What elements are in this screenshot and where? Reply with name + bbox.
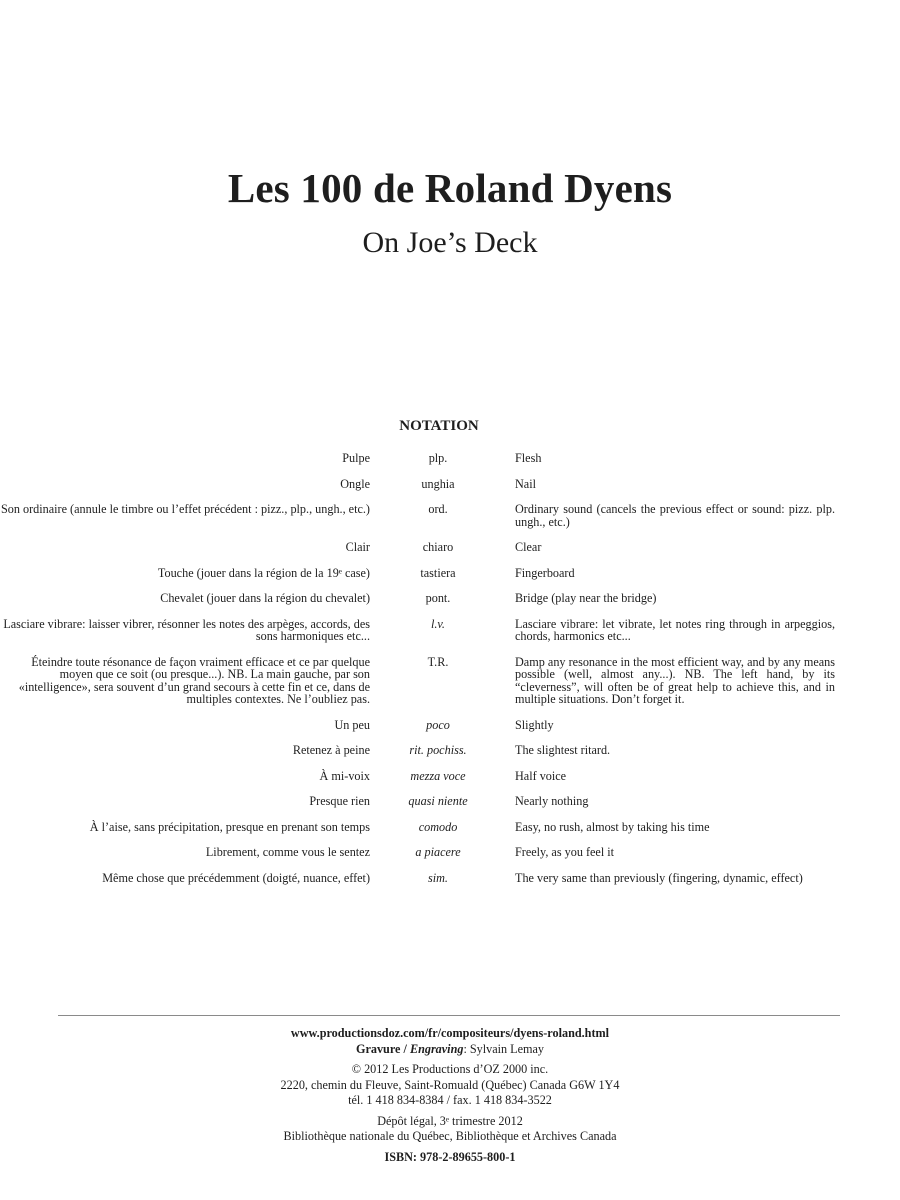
notation-french: Chevalet (jouer dans la région du chevalet) — [160, 591, 370, 605]
notation-english: Ordinary sound (cancels the previous effect or sound: pizz. plp. ungh., etc.) — [515, 502, 835, 529]
footer-depot: Dépôt légal, 3ᵉ trimestre 2012 — [377, 1113, 523, 1128]
notation-row — [0, 478, 900, 491]
notation-row — [0, 592, 900, 605]
footer-url: www.productionsdoz.com/fr/compositeurs/dyens-roland.html — [290, 1026, 610, 1040]
notation-english: Slightly — [515, 717, 554, 732]
notation-english: Damp any resonance in the most efficient way, and by any means possible (well, almost any...). NB. The left hand, by its “cleverness”, will often be of great help to achieve this, and in multiple situations. Don’t forget it. — [515, 654, 835, 706]
notation-abbreviation: pont. — [425, 591, 451, 605]
footer-phone: tél. 1 418 834-8384 / fax. 1 418 834-3522 — [348, 1093, 552, 1107]
notation-french: Librement, comme vous le sentez — [205, 845, 370, 859]
notation-row — [0, 618, 900, 643]
notation-row — [0, 567, 900, 580]
notation-french: Lasciare vibrare: laisser vibrer, résonner les notes des arpèges, accords, des sons harmoniques etc... — [3, 616, 370, 643]
notation-french: À mi-voix — [319, 768, 370, 783]
footer-isbn: ISBN: 978-2-89655-800-1 — [384, 1149, 516, 1164]
footer-address: 2220, chemin du Fleuve, Saint-Romuald (Québec) Canada G6W 1Y4 — [280, 1077, 620, 1092]
notation-english: The slightest ritard. — [515, 743, 611, 757]
notation-french: Ongle — [340, 476, 370, 491]
footer-library: Bibliothèque nationale du Québec, Bibliothèque et Archives Canada — [283, 1129, 617, 1143]
notation-abbreviation: chiaro — [422, 540, 454, 554]
notation-row — [0, 452, 900, 465]
notation-abbreviation: poco — [426, 717, 450, 732]
footer-copyright: © 2012 Les Productions d’OZ 2000 inc. — [351, 1062, 549, 1076]
footer-engraving — [0, 1042, 900, 1058]
notation-heading: NOTATION — [399, 418, 479, 434]
footer-divider — [58, 1015, 840, 1016]
notation-row — [0, 795, 900, 808]
notation-english: Freely, as you feel it — [515, 845, 615, 859]
notation-french: À l’aise, sans précipitation, presque en prenant son temps — [89, 819, 370, 834]
notation-abbreviation: tastiera — [420, 565, 456, 580]
notation-row — [0, 719, 900, 732]
notation-row — [0, 656, 900, 706]
notation-abbreviation: unghia — [421, 476, 455, 491]
notation-french: Même chose que précédemment (doigté, nuance, effet) — [102, 870, 370, 885]
notation-abbreviation: plp. — [428, 451, 448, 465]
notation-abbreviation: rit. pochiss. — [409, 743, 467, 757]
notation-english: Easy, no rush, almost by taking his time — [515, 819, 710, 834]
notation-english: Fingerboard — [515, 565, 575, 580]
notation-english: Clear — [515, 540, 542, 554]
notation-abbreviation: l.v. — [431, 616, 445, 631]
notation-abbreviation: comodo — [418, 819, 458, 834]
notation-french: Un peu — [334, 717, 370, 732]
notation-french: Son ordinaire (annule le timbre ou l’effet précédent : pizz., plp., ungh., etc.) — [1, 502, 370, 516]
notation-row — [0, 821, 900, 834]
notation-french: Clair — [345, 540, 370, 554]
notation-row — [0, 872, 900, 885]
footer — [0, 1026, 900, 1165]
page-subtitle: On Joe’s Deck — [362, 226, 538, 259]
notation-row — [0, 744, 900, 757]
notation-french: Retenez à peine — [292, 743, 370, 757]
notation-abbreviation: T.R. — [427, 654, 449, 669]
notation-abbreviation: mezza voce — [410, 768, 466, 783]
engraving-name: : Sylvain Lemay — [463, 1041, 545, 1056]
notation-abbreviation: quasi niente — [408, 794, 468, 808]
notation-french: Presque rien — [309, 794, 370, 808]
notation-abbreviation: ord. — [428, 502, 448, 516]
notation-english: Half voice — [515, 768, 567, 783]
notation-row — [0, 770, 900, 783]
notation-french: Touche (jouer dans la région de la 19ᵉ case) — [157, 565, 370, 580]
notation-row — [0, 846, 900, 859]
notation-english: Flesh — [515, 451, 542, 465]
notation-english: Bridge (play near the bridge) — [515, 591, 657, 605]
notation-table — [0, 452, 900, 897]
notation-row — [0, 503, 900, 528]
engraving-separator: / — [400, 1041, 410, 1056]
notation-abbreviation: sim. — [428, 870, 448, 885]
notation-french: Éteindre toute résonance de façon vraiment efficace et ce par quelque moyen que ce soit (ou presque...). NB. La main gauche, par son «intelligence», sera souvent d’un grand secours à cette fin et ce, dans de multiples contextes. Ne l’oubliez pas. — [18, 654, 370, 706]
notation-english: Nail — [515, 476, 536, 491]
notation-english: The very same than previously (fingering, dynamic, effect) — [515, 870, 803, 885]
engraving-label-fr: Gravure — [355, 1041, 401, 1056]
notation-row — [0, 541, 900, 554]
notation-english: Lasciare vibrare: let vibrate, let notes ring through in arpeggios, chords, harmonics etc... — [515, 616, 835, 643]
notation-french: Pulpe — [342, 451, 370, 465]
notation-abbreviation: a piacere — [415, 845, 461, 859]
notation-english: Nearly nothing — [515, 794, 589, 808]
engraving-label-en: Engraving — [409, 1041, 464, 1056]
page-title: Les 100 de Roland Dyens — [227, 165, 673, 211]
